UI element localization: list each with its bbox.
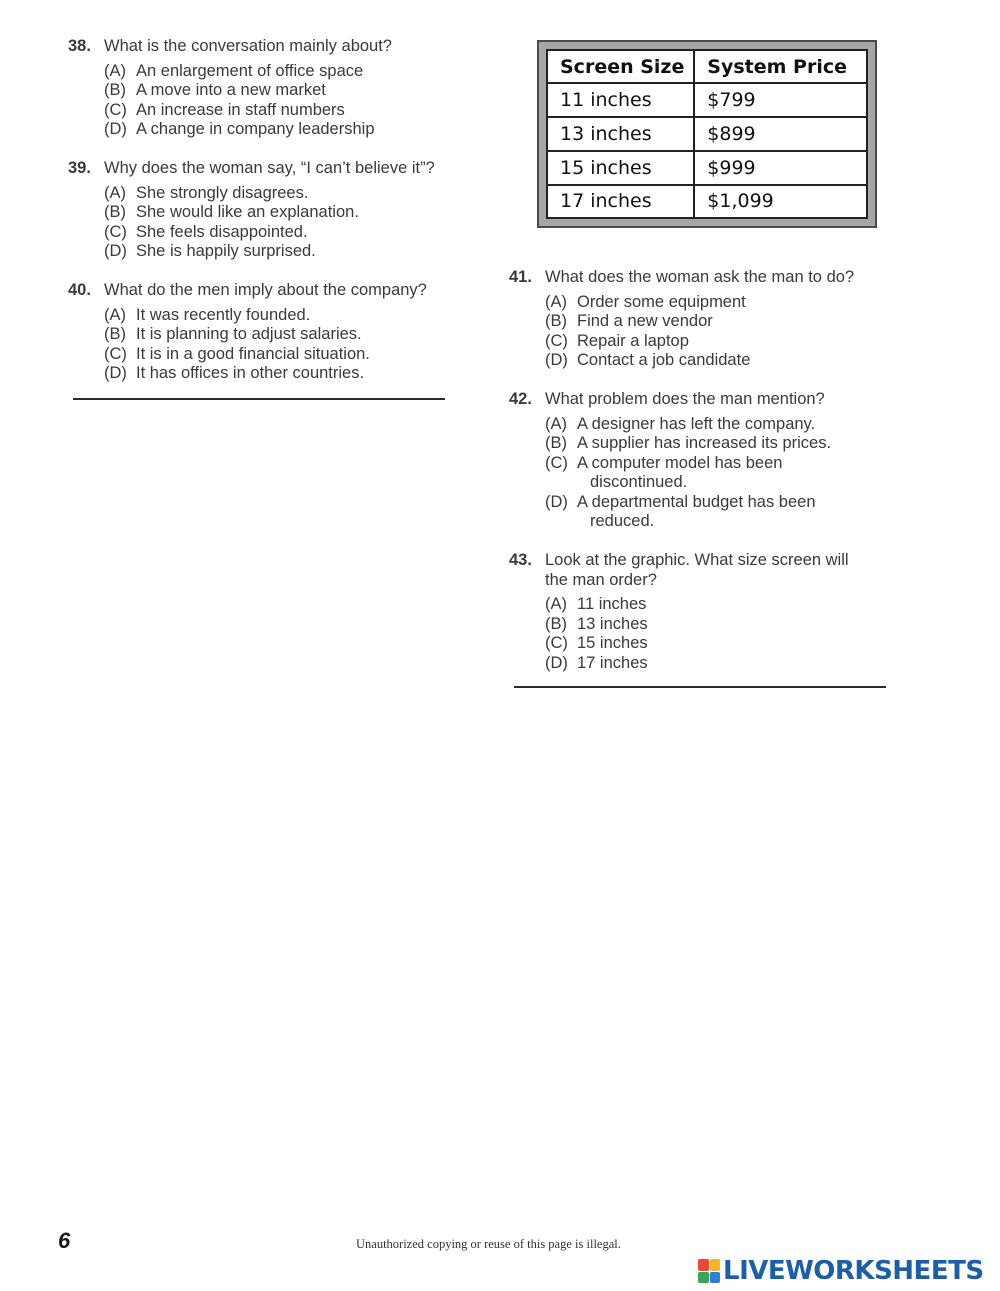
- table-cell: 13 inches: [548, 117, 694, 151]
- answer-option[interactable]: [545, 634, 929, 654]
- table-cell: $999: [694, 151, 866, 185]
- table-cell: 15 inches: [548, 151, 694, 185]
- option-text-line: A computer model has been: [577, 453, 783, 472]
- option-text: Contact a job candidate: [577, 351, 751, 369]
- page-number: 6: [58, 1228, 71, 1253]
- answer-option[interactable]: [545, 434, 929, 454]
- table-row: [548, 185, 866, 217]
- question-43: [509, 551, 929, 673]
- answer-option[interactable]: [545, 595, 929, 615]
- option-letter: (D): [104, 364, 127, 382]
- option-letter: (D): [104, 242, 127, 260]
- section-divider: [514, 686, 886, 688]
- question-text: [545, 551, 929, 590]
- answer-option[interactable]: [104, 81, 488, 101]
- answer-option[interactable]: [545, 615, 929, 635]
- option-letter: (B): [545, 312, 567, 330]
- answer-option[interactable]: [545, 312, 929, 332]
- option-letter: (C): [104, 222, 127, 241]
- answer-option[interactable]: [545, 454, 929, 493]
- table-header-row: [548, 51, 866, 83]
- answer-option[interactable]: [104, 306, 488, 326]
- option-text: Repair a laptop: [577, 331, 689, 350]
- option-letter: (A): [104, 305, 126, 324]
- logo-tile: [698, 1259, 709, 1271]
- question-text-continuation: the man order?: [545, 570, 657, 589]
- table-row: [548, 117, 866, 151]
- question-number: 39.: [68, 159, 91, 177]
- answer-option[interactable]: [104, 325, 488, 345]
- option-text: 17 inches: [577, 653, 648, 672]
- table-cell: $1,099: [694, 185, 866, 217]
- table-header-cell: System Price: [694, 51, 866, 83]
- option-text: A supplier has increased its prices.: [577, 434, 832, 452]
- answer-option[interactable]: [545, 332, 929, 352]
- question-text: What problem does the man mention?: [545, 390, 825, 408]
- question-number: 42.: [509, 390, 532, 408]
- question-number: 38.: [68, 37, 91, 55]
- option-letter: (B): [545, 614, 567, 633]
- question-number: 40.: [68, 281, 91, 299]
- option-text: An increase in staff numbers: [136, 100, 345, 119]
- question-text: What is the conversation mainly about?: [104, 37, 392, 55]
- option-letter: (D): [545, 351, 568, 369]
- option-text: It is in a good financial situation.: [136, 344, 370, 363]
- table-cell: 17 inches: [548, 185, 694, 217]
- option-text: She would like an explanation.: [136, 203, 359, 221]
- option-text: [577, 493, 929, 532]
- option-letter: (C): [104, 100, 127, 119]
- option-text-line: A departmental budget has been: [577, 492, 816, 511]
- question-42: [509, 390, 929, 532]
- table-header-cell: Screen Size: [548, 51, 694, 83]
- option-text-continuation: discontinued.: [590, 473, 688, 491]
- section-divider: [73, 398, 445, 400]
- option-letter: (D): [545, 653, 568, 672]
- option-text-continuation: reduced.: [590, 512, 655, 530]
- option-text: It has offices in other countries.: [136, 364, 365, 382]
- option-text: Find a new vendor: [577, 312, 713, 330]
- answer-option[interactable]: [104, 345, 488, 365]
- question-text: What do the men imply about the company?: [104, 281, 427, 299]
- graphic-table-inner: [546, 49, 868, 219]
- graphic-table-frame: [537, 40, 877, 228]
- answer-option[interactable]: [545, 293, 929, 313]
- question-text: What does the woman ask the man to do?: [545, 268, 855, 286]
- liveworksheets-brand[interactable]: [698, 1256, 984, 1286]
- option-letter: (A): [104, 61, 126, 80]
- logo-tile: [698, 1272, 709, 1284]
- option-letter: (A): [545, 595, 567, 613]
- answer-option[interactable]: [104, 62, 488, 82]
- option-letter: (B): [104, 203, 126, 221]
- option-text: 13 inches: [577, 614, 648, 633]
- option-text: She feels disappointed.: [136, 222, 308, 241]
- answer-option[interactable]: [104, 203, 488, 223]
- option-text: 11 inches: [577, 595, 647, 613]
- brand-name: LIVEWORKSHEETS: [723, 1256, 984, 1286]
- answer-option[interactable]: [545, 351, 929, 371]
- option-text: Order some equipment: [577, 292, 746, 311]
- option-text: A change in company leadership: [136, 120, 375, 138]
- answer-option[interactable]: [104, 120, 488, 140]
- option-text: 15 inches: [577, 634, 648, 652]
- table-cell: $799: [694, 83, 866, 117]
- option-letter: (C): [545, 453, 568, 472]
- option-letter: (B): [545, 434, 567, 452]
- option-letter: (C): [104, 344, 127, 363]
- option-letter: (B): [104, 81, 126, 99]
- option-letter: (A): [104, 183, 126, 202]
- option-letter: (D): [545, 492, 568, 511]
- answer-option[interactable]: [104, 184, 488, 204]
- option-letter: (C): [545, 331, 568, 350]
- option-text: She is happily surprised.: [136, 242, 316, 260]
- table-row: [548, 151, 866, 185]
- answer-option[interactable]: [104, 223, 488, 243]
- option-text: An enlargement of office space: [136, 61, 364, 80]
- option-text: [577, 454, 929, 493]
- question-text: Why does the woman say, “I can’t believe it”?: [104, 159, 435, 177]
- option-letter: (C): [545, 634, 568, 652]
- answer-option[interactable]: [545, 654, 929, 674]
- option-letter: (A): [545, 414, 567, 433]
- answer-option[interactable]: [545, 415, 929, 435]
- question-text-line: Look at the graphic. What size screen will: [545, 551, 849, 569]
- question-41: [509, 268, 929, 371]
- option-letter: (A): [545, 292, 567, 311]
- copyright-notice: Unauthorized copying or reuse of this page is illegal.: [356, 1237, 621, 1251]
- option-letter: (D): [104, 120, 127, 138]
- answer-option[interactable]: [104, 101, 488, 121]
- question-number: 41.: [509, 268, 532, 286]
- option-letter: (B): [104, 325, 126, 343]
- logo-tile: [710, 1259, 721, 1271]
- answer-option[interactable]: [104, 242, 488, 262]
- question-number: 43.: [509, 551, 532, 569]
- option-text: She strongly disagrees.: [136, 183, 309, 202]
- question-39: [68, 159, 488, 262]
- liveworksheets-logo-icon: [698, 1259, 720, 1283]
- option-text: A designer has left the company.: [577, 414, 816, 433]
- logo-tile: [710, 1272, 721, 1284]
- question-38: [68, 37, 488, 140]
- table-cell: 11 inches: [548, 83, 694, 117]
- screen-price-table: [548, 51, 866, 217]
- option-text: It was recently founded.: [136, 305, 311, 324]
- answer-option[interactable]: [545, 493, 929, 532]
- table-row: [548, 83, 866, 117]
- option-text: It is planning to adjust salaries.: [136, 325, 362, 343]
- option-text: A move into a new market: [136, 81, 326, 99]
- answer-option[interactable]: [104, 364, 488, 384]
- question-40: [68, 281, 488, 384]
- table-cell: $899: [694, 117, 866, 151]
